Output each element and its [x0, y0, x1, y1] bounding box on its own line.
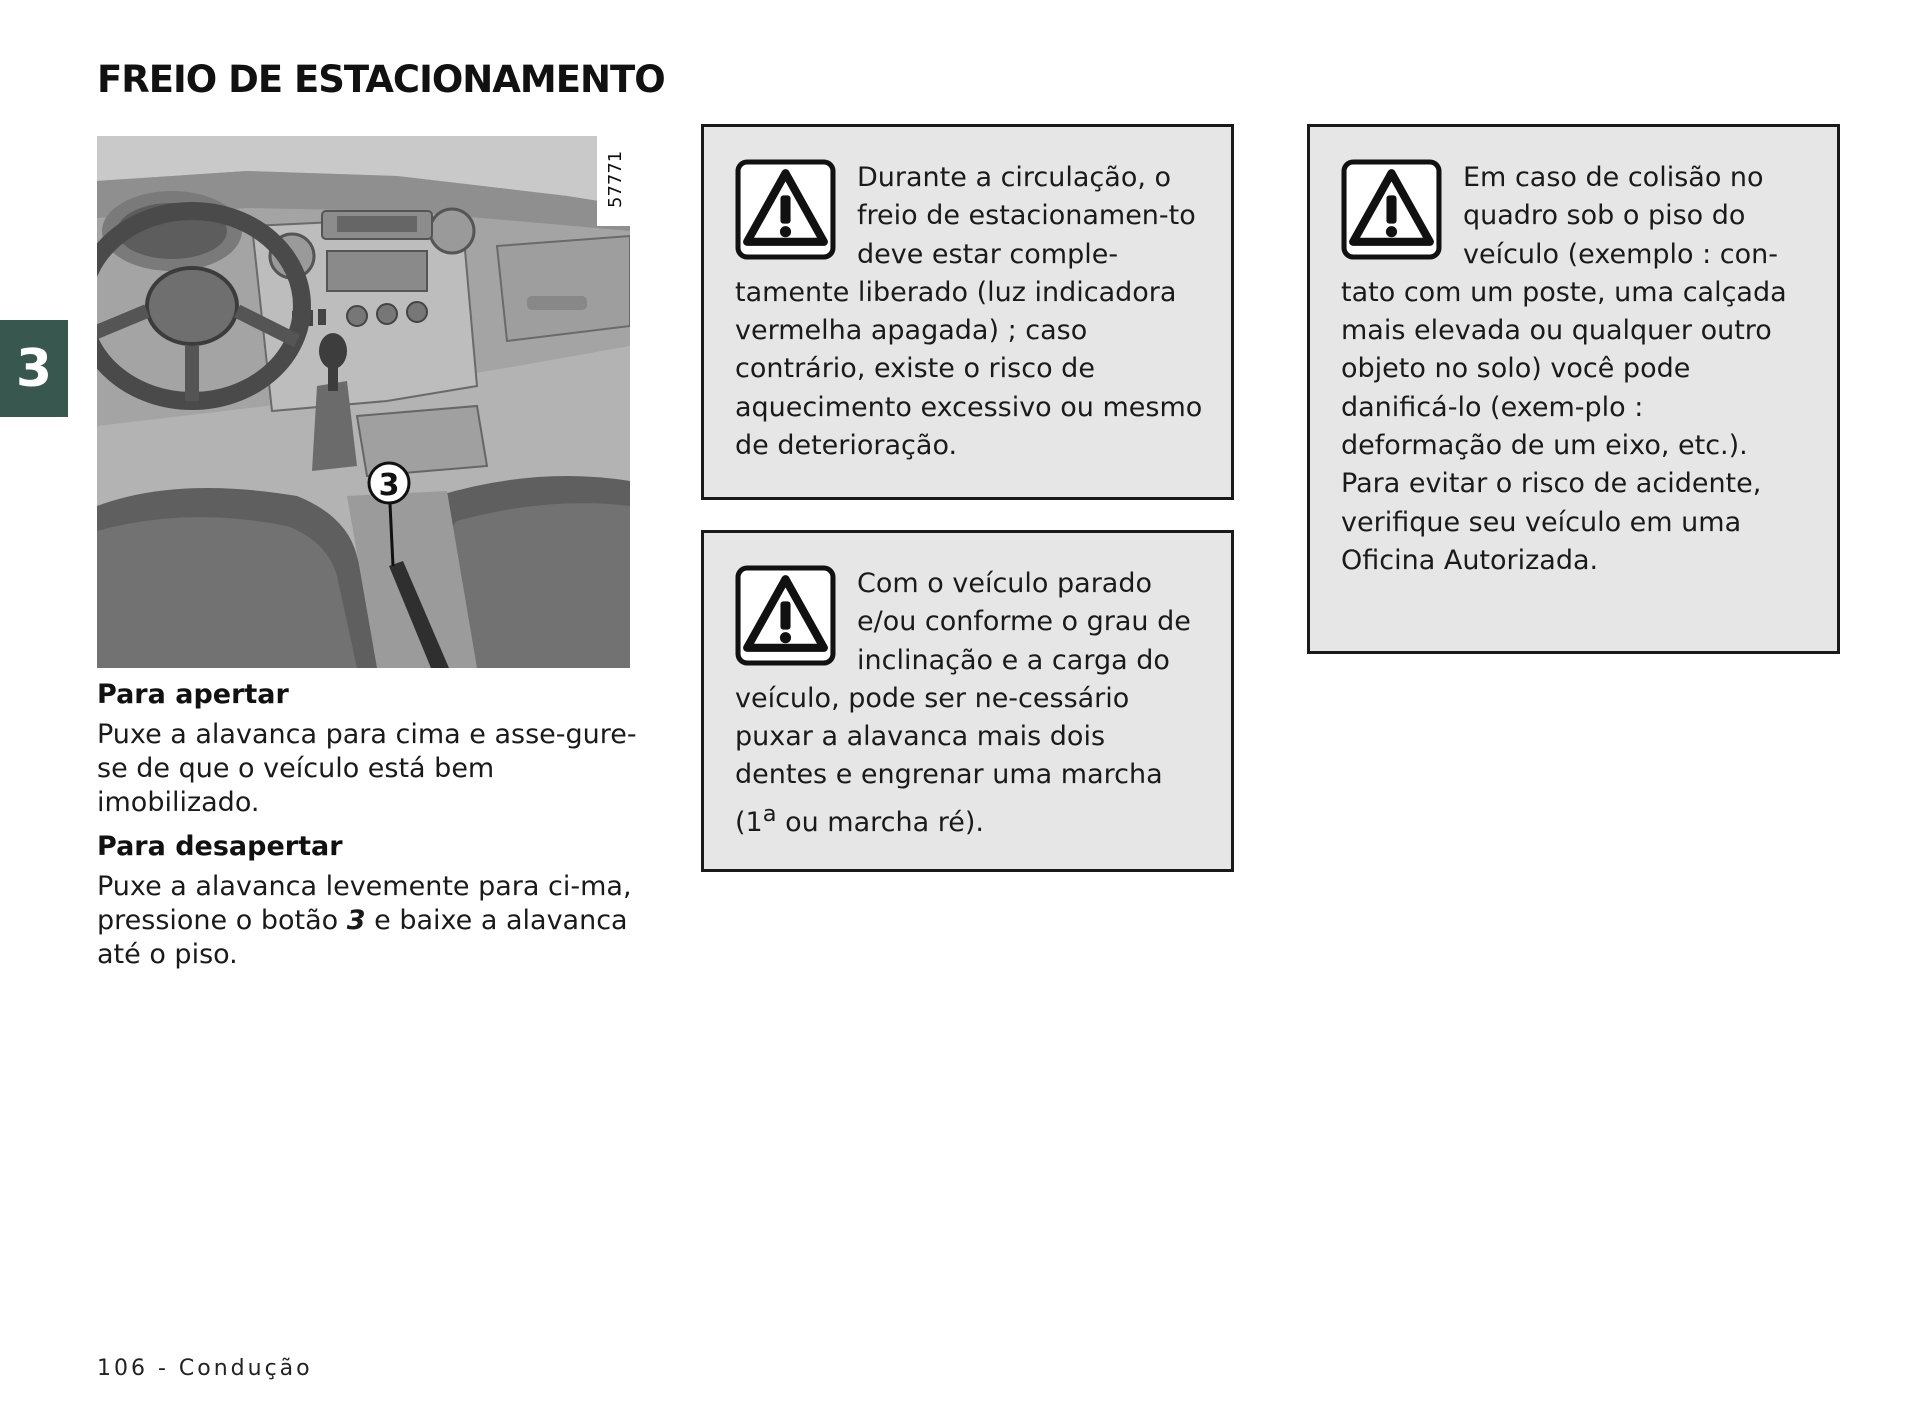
release-heading: Para desapertar	[97, 831, 343, 862]
page-footer: 106 - Condução	[97, 1356, 313, 1381]
warning-text: Durante a circulação, o freio de estacionamen-to deve estar comple-tamente liberado (luz indicadora vermelha apagada) ; caso contrário, existe o risco de aquecimento excessivo ou mesmo de deterioração.	[735, 162, 1203, 462]
warning-box-circulation	[701, 124, 1234, 500]
warning-text: Em caso de colisão no quadro sob o piso do veículo (exemplo : con-tato com um poste, uma calçada mais elevada ou qualquer outro objeto no solo) você pode danificá-lo (exem-plo : deformação de um eixo, etc.).	[1341, 162, 1787, 462]
apply-text: Puxe a alavanca para cima e asse-gure-se de que o veículo está bem imobilizado.	[97, 719, 637, 818]
warning-text-end: ou marcha ré).	[776, 806, 984, 838]
warning-text-main: Com o veículo parado e/ou conforme o grau de inclinação e a carga do veículo, pode ser ne-cessário puxar a alavanca mais dois dentes e engrenar uma marcha (1	[735, 568, 1191, 838]
button-reference: 3	[346, 905, 366, 936]
warning-text-advice: Para evitar o risco de acidente, verifique seu veículo em uma Oficina Autorizada.	[1341, 468, 1762, 576]
page-title: FREIO DE ESTACIONAMENTO	[97, 58, 665, 101]
warning-box-collision	[1307, 124, 1840, 654]
chapter-tab: 3	[0, 320, 68, 417]
warning-triangle-icon	[1341, 159, 1442, 260]
warning-triangle-icon	[735, 565, 836, 666]
warning-box-parked	[701, 530, 1234, 872]
release-text-part2: e baixe a alavanca até o piso.	[97, 905, 628, 970]
release-text	[97, 870, 637, 972]
parking-brake-illustration	[97, 136, 630, 668]
figure-id-label: 57771	[605, 150, 626, 208]
release-text-part1: Puxe a alavanca levemente para ci-ma, pressione o botão	[97, 871, 632, 936]
apply-heading: Para apertar	[97, 679, 289, 710]
ordinal-superscript: a	[762, 800, 777, 827]
instructions	[97, 678, 637, 982]
warning-triangle-icon	[735, 159, 836, 260]
callout-label: 3	[378, 468, 400, 503]
